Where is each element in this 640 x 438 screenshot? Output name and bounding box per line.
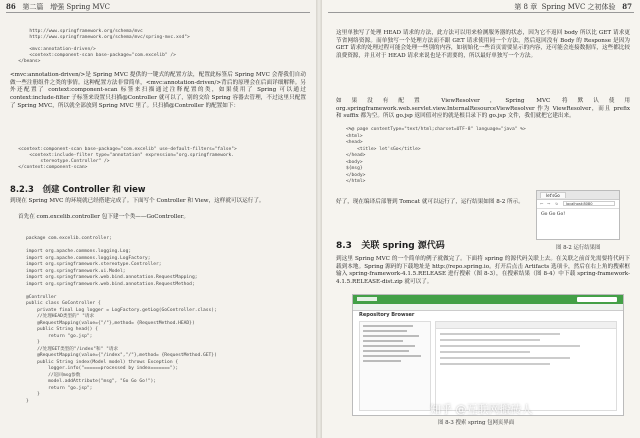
right-paragraph-spring-source: 到这里 Spring MVC 的一个简单的例子就做完了。下面将 spring 的源代码关联上去。在关联之前首先需要将代码下载到本地。Spring 源码的下载地址是 http://repo.spring.io。打开后点击 Artifacts 选项卡，然后在右上角的搜索框输入 spring-framework-4.1.5.RELEASE 进行搜索（图 8-3），在搜索结果（图 8-4）中下载 spring-framework-4.1.5.RELEASE-dist.zip 就可以了。 <box>336 256 630 286</box>
section-heading-8-3 <box>336 238 445 251</box>
browser-page-message: Go Go Go! <box>541 212 566 217</box>
detail-line <box>440 357 570 359</box>
browser-address-bar <box>537 200 619 209</box>
artifactory-logo <box>357 297 377 301</box>
reload-icon: ↻ <box>555 201 559 206</box>
detail-line <box>440 363 550 365</box>
right-page <box>322 0 640 438</box>
repository-tree-panel <box>359 321 431 411</box>
left-part-title: 增强 Spring MVC <box>50 3 111 11</box>
left-page-header <box>6 2 110 12</box>
right-paragraph-run: 好了，现在编译后部署到 Tomcat 就可以运行了，运行结果如图 8-2 所示。 <box>336 199 524 205</box>
artifactory-tab-bar <box>353 304 623 311</box>
detail-line <box>440 339 540 341</box>
tree-line <box>363 360 401 362</box>
tree-line <box>363 330 407 332</box>
tree-line <box>363 350 409 352</box>
back-arrow-icon: ← <box>540 201 544 206</box>
section-heading-8-2-3 <box>10 183 146 195</box>
detail-header <box>436 322 616 329</box>
tree-line <box>363 335 419 337</box>
artifactory-top-bar <box>353 295 623 304</box>
detail-line <box>440 345 580 347</box>
right-chapter-title: Spring MVC 之初体验 <box>541 3 616 11</box>
left-paragraph-create-class: 首先在 com.excelib.controller 包下建一个类——GoController。 <box>18 214 190 220</box>
code-block-gocontroller: package com.excelib.controller; import org.apache.commons.logging.Log; import org.apache.commons.logging.LogFactory; import org.springframework.stereotype.Controller; import org.springframework.ui.Model; import org.springframework.web.bind.annotation.RequestMapping; import org.springframework.web.bind.annotation.RequestMethod; @Controller public class GoController { private final Log logger = LogFactory.getLog(GoController.class); //处理HEAD类型的" "请求 @RequestMapping(value={"/"},method= {RequestMethod.HEAD}) public String head() { return "go.jsp"; } //处理GET类型的"/index"和" "请求 @RequestMapping(value={"/index","/"},method= {RequestMethod.GET}) public String index(Model model) throws Exception { logger.info("======processed by index======="); //返回msg参数 model.addAttribute("msg", "Go Go Go!"); return "go.jsp"; } } <box>26 236 217 404</box>
figure-8-3-repository-browser <box>352 294 624 416</box>
tree-line <box>363 345 415 347</box>
right-paragraph-view-resolver: 如果没有配置 ViewResolver，Spring MVC 将默认使用 org.springframework.web.servlet.view.InternalResourceViewResolver 作为 ViewResolver，而且 prefix 和 suffix 都为空。所以 go.jsp 返回值对应的就是根目录下的 go.jsp 文件，我们就把它建出来。 <box>336 98 630 120</box>
search-box <box>577 297 617 302</box>
code-block-component-scan: <context:component-scan base-package="com.excelib" use-default-filters="false"> <context:include-filter type="annotation" expression="org.springframework. stereotype.Controller" /> </context:component-scan> <box>18 147 237 171</box>
left-part: 第二篇 <box>22 3 44 11</box>
repository-browser-title: Repository Browser <box>359 312 415 318</box>
section-title: 关联 spring 源代码 <box>361 241 445 251</box>
right-paragraph-head-request: 这里单独写了处理 HEAD 请求的方法，此方法可以用来检测服务器的状态，因为它不返回 body 所以比 GET 请求更节省网络资源。而单独写一个处理方法而不跟 GET 请求使用同一个方法，然后返回没有 Body 的 Response 是因为 GET 请求的处理过程可能会处理一些别的内容，如初始化一些首页需要显示的内容，还可能会连接数据库，这些都比较浪费资源，并且对于 HEAD 请求来说也是不需要的，所以最好单独写一个方法。 <box>336 30 630 60</box>
browser-tab: let'sGo <box>540 192 566 198</box>
tree-line <box>363 340 403 342</box>
left-paragraph-annotation-driven: <mvc:annotation-driven/>是 Spring MVC 提供的一键式的配置方法，配置此标签后 Spring MVC 会帮我们自动做一些注册组件之类的事情。这种配置方法非常简单，<mvc:annotation-driven/>背后的原理会在后面详细解释。另外还配置了 context:component-scan 标签来扫描通过注释配置的类，如果使用了 Spring 可以通过 context:include-filter 子标签来设置只扫描@Controller 就可以了，别的交给 Spring 容器去管理，不过这里只配置了 Spring MVC，所以就全部放到 Spring MVC 里了。只扫描@Controller 的配置如下： <box>10 72 306 109</box>
right-header-rule <box>328 12 634 13</box>
left-page <box>0 0 316 438</box>
code-block-beans-end: http://www.springframework.org/schema/mvc http://www.springframework.org/schema/mvc/spring-mvc.xsd"> <mvc:annotation-driven/> <context:component-scan base-package="com.excelib" /> </beans> <box>18 29 190 65</box>
detail-line <box>440 333 560 335</box>
tree-line <box>363 355 421 357</box>
code-block-go-jsp: <%@ page contentType="text/html;charset=UTF-8" language="java" %> <html> <head> <title> let'sGo</title> </head> <body> ${msg} </body> </html> <box>346 127 526 184</box>
figure-8-2-browser-result <box>536 190 620 240</box>
figure-8-3-caption: 图 8-3 搜索 spring 包网页界面 <box>438 420 515 426</box>
section-number: 8.3 <box>336 241 352 251</box>
right-page-number: 87 <box>622 2 632 11</box>
browser-url: localhost:8080 <box>563 201 615 206</box>
repository-detail-panel <box>435 321 617 411</box>
left-header-rule <box>6 12 310 13</box>
left-page-number: 86 <box>6 2 16 11</box>
detail-line <box>440 351 530 353</box>
left-paragraph-env-ready: 到现在 Spring MVC 的环境就已经搭建完成了。下面写个 Controller 和 View，这样就可以运行了。 <box>10 198 265 204</box>
section-title: 创建 Controller 和 view <box>42 184 146 194</box>
tree-line <box>363 325 413 327</box>
forward-arrow-icon: → <box>547 201 551 206</box>
figure-8-2-caption: 图 8-2 运行结果图 <box>556 245 601 251</box>
watermark: 知乎 @互联网搬砖人 <box>430 403 533 416</box>
right-page-header <box>514 2 632 12</box>
section-number: 8.2.3 <box>10 184 34 194</box>
browser-tab-strip <box>537 191 619 200</box>
right-chapter: 第 8 章 <box>514 3 538 11</box>
